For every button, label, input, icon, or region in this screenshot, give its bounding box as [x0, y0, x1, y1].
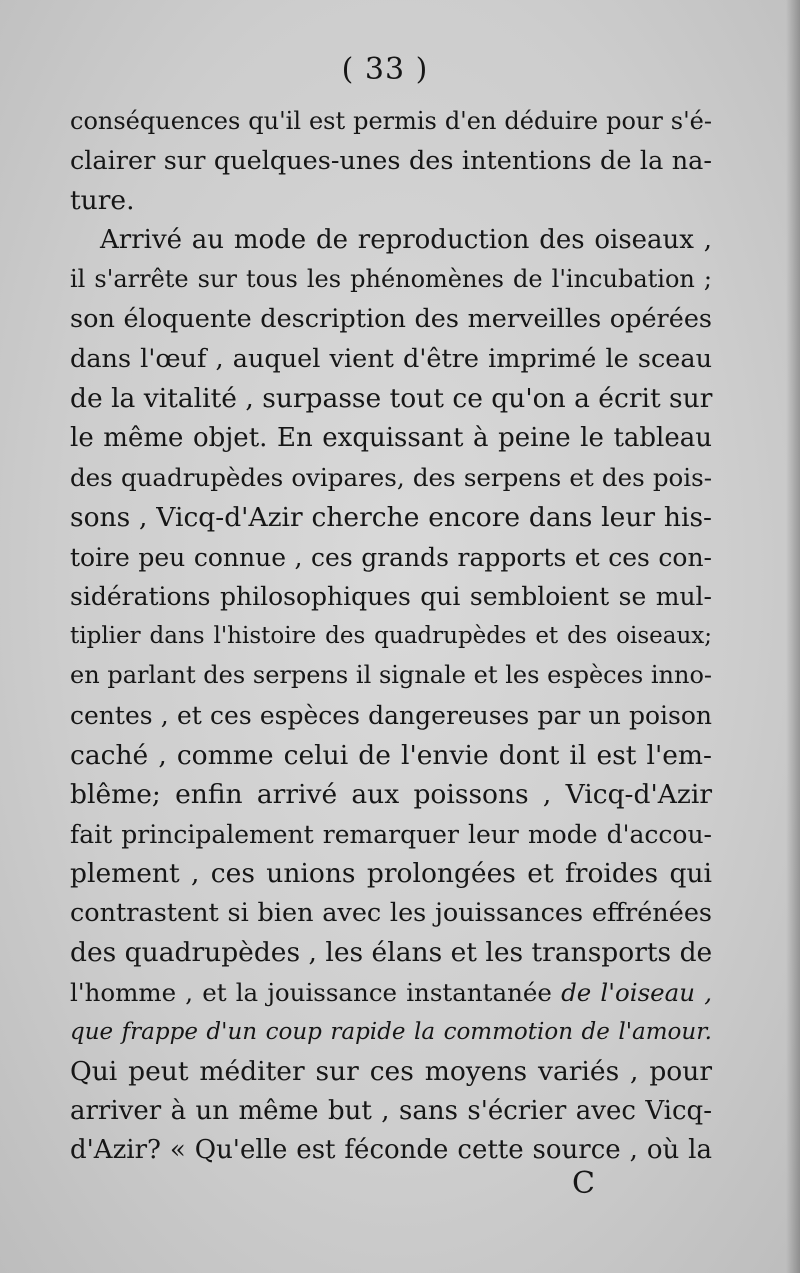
- text-line: sidérations philosophiques qui sembloient se mul-: [70, 582, 712, 612]
- text-line: le même objet. En exquissant à peine le tableau: [70, 422, 712, 453]
- text-line: Qui peut méditer sur ces moyens variés , pour: [70, 1056, 712, 1088]
- roman-text: l'homme , et la jouissance instantanée: [70, 978, 552, 1008]
- text-line: tiplier dans l'histoire des quadrupèdes et des oiseaux;: [70, 622, 712, 649]
- text-line: blême; enfin arrivé aux poissons , Vicq-d'Azir: [70, 779, 712, 811]
- text-line: toire peu connue , ces grands rapports et ces con-: [70, 542, 712, 572]
- text-line: contrastent si bien avec les jouissances effrénées: [70, 897, 712, 928]
- page-number: ( 33 ): [341, 52, 429, 87]
- signature-mark: C: [572, 1166, 595, 1201]
- text-line: conséquences qu'il est permis d'en déduire pour s'é-: [70, 107, 712, 135]
- text-line: centes , et ces espèces dangereuses par un poison: [70, 700, 712, 730]
- text-line: plement , ces unions prolongées et froides qui: [70, 858, 712, 890]
- text-line: son éloquente description des merveilles opérées: [70, 303, 712, 334]
- text-line: des quadrupèdes , les élans et les transports de: [70, 937, 713, 969]
- paragraph-first-line: Arrivé au mode de reproduction des oiseaux ,: [100, 224, 712, 255]
- page-edge-shadow: [786, 0, 800, 1273]
- text-line: caché , comme celui de l'envie dont il est l'em-: [70, 739, 712, 771]
- body-text: [70, 102, 712, 1171]
- mixed-style-line: [70, 973, 712, 1013]
- italic-text: de l'oiseau ,: [561, 978, 712, 1008]
- text-line: ture.: [70, 185, 135, 217]
- text-line: d'Azir? « Qu'elle est féconde cette source , où la: [70, 1135, 712, 1166]
- text-line: des quadrupèdes ovipares, des serpens et des pois-: [70, 463, 712, 493]
- text-line: fait principalement remarquer leur mode d'accou-: [70, 819, 712, 849]
- text-line: sons , Vicq-d'Azir cherche encore dans leur his-: [70, 501, 712, 533]
- text-line: dans l'œuf , auquel vient d'être imprimé le sceau: [70, 343, 712, 374]
- text-line: clairer sur quelques-unes des intentions de la na-: [70, 145, 712, 176]
- text-line: il s'arrête sur tous les phénomènes de l'incubation ;: [70, 265, 712, 294]
- text-line: arriver à un même but , sans s'écrier avec Vicq-: [70, 1095, 712, 1126]
- italic-line: que frappe d'un coup rapide la commotion de l'amour.: [70, 1018, 712, 1045]
- text-line: de la vitalité , surpasse tout ce qu'on a écrit sur: [70, 383, 713, 415]
- text-line: en parlant des serpens il signale et les espèces inno-: [70, 661, 712, 690]
